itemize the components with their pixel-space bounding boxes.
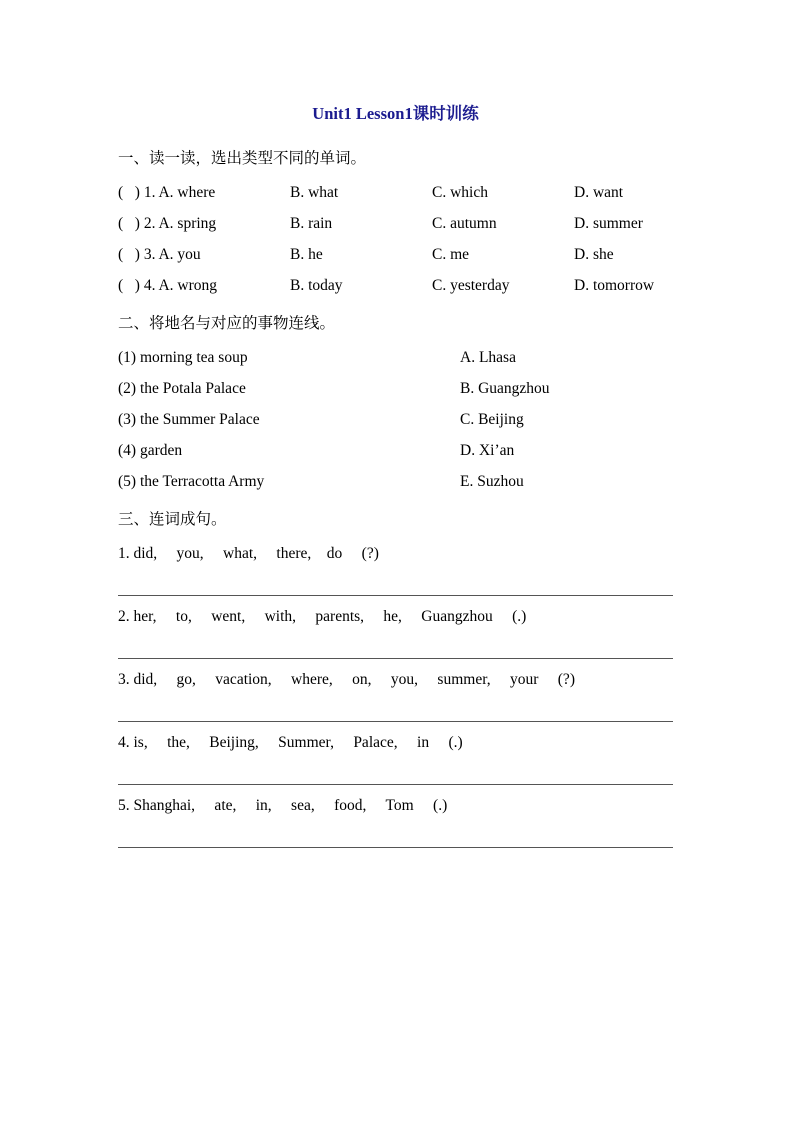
section-2-heading: 二、将地名与对应的事物连线。 [118,315,336,332]
section-1-heading: 一、读一读，选出类型不同的单词。 [118,150,367,167]
section-3-heading: 三、连词成句。 [118,511,227,528]
option-c: C. autumn [432,215,497,232]
option-b: B. today [290,277,343,294]
option-c: C. me [432,246,470,263]
question-stem: ( ) 1. A. where [118,184,216,201]
match-row [118,411,673,429]
match-item-right: E. Suzhou [460,473,524,490]
match-item-right: D. Xi’an [460,442,515,459]
match-item-right: B. Guangzhou [460,380,550,397]
answer-line [118,815,673,848]
section-make-sentences [118,511,673,848]
option-d: D. she [574,246,614,263]
match-item-left: (5) the Terracotta Army [118,473,265,490]
page-title: Unit1 Lesson1课时训练 [312,104,479,123]
option-d: D. tomorrow [574,277,655,294]
match-item-left: (1) morning tea soup [118,349,248,366]
option-d: D. want [574,184,624,201]
section-matching [118,315,673,491]
question-row [118,215,673,233]
option-d: D. summer [574,215,643,232]
question-row [118,184,673,202]
answer-line [118,752,673,785]
scrambled-sentence: 3. did, go, vacation, where, on, you, summer, your (?) [118,671,575,688]
section-choose-different-word [118,150,673,295]
match-row [118,442,673,460]
question-stem: ( ) 4. A. wrong [118,277,218,294]
answer-line [118,563,673,596]
match-item-left: (4) garden [118,442,183,459]
match-item-left: (2) the Potala Palace [118,380,246,397]
question-stem: ( ) 3. A. you [118,246,201,263]
scrambled-sentence: 4. is, the, Beijing, Summer, Palace, in (.) [118,734,463,751]
scrambled-sentence: 5. Shanghai, ate, in, sea, food, Tom (.) [118,797,448,814]
match-row [118,473,673,491]
question-row [118,277,673,295]
option-b: B. rain [290,215,333,232]
answer-line [118,689,673,722]
match-row [118,349,673,367]
option-b: B. what [290,184,339,201]
question-stem: ( ) 2. A. spring [118,215,217,232]
match-item-right: C. Beijing [460,411,524,428]
scrambled-sentence: 2. her, to, went, with, parents, he, Guangzhou (.) [118,608,527,625]
option-c: C. which [432,184,488,201]
question-row [118,246,673,264]
match-item-left: (3) the Summer Palace [118,411,260,428]
match-item-right: A. Lhasa [460,349,516,366]
scrambled-sentence: 1. did, you, what, there, do (?) [118,545,379,562]
option-b: B. he [290,246,323,263]
option-c: C. yesterday [432,277,510,294]
match-row [118,380,673,398]
answer-line [118,626,673,659]
